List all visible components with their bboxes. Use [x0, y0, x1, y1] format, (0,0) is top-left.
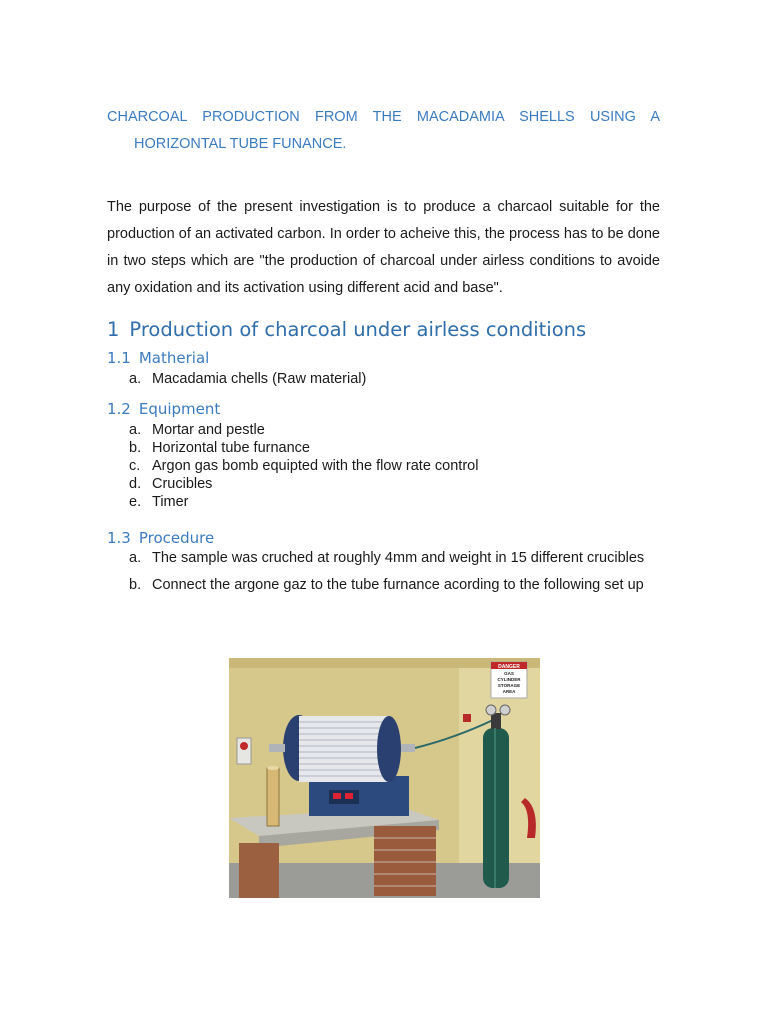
intro-paragraph: The purpose of the present investigation is to produce a charcaol suitable for the production of an activated carbon. In order to acheive this, the process has to be done in two steps which are "the production of charcoal under airless conditions to avoide any oxidation and its activation using different acid and base". — [107, 199, 660, 296]
section-1-3-number: 1.3 — [107, 529, 131, 547]
section-1-1-number: 1.1 — [107, 349, 131, 367]
section-1-title: Production of charcoal under airless conditions — [129, 318, 587, 341]
list-item — [129, 421, 660, 439]
list-item-text: Crucibles — [152, 476, 213, 492]
list-item-text: Connect the argone gaz to the tube furnance acording to the following set up — [152, 577, 644, 593]
wall-socket — [237, 738, 251, 764]
list-item — [129, 572, 660, 599]
glass-holder — [267, 768, 279, 826]
material-list — [129, 370, 660, 388]
list-item — [129, 493, 660, 511]
section-1-3-title: Procedure — [138, 529, 215, 547]
list-marker: b. — [129, 440, 142, 456]
list-item — [129, 475, 660, 493]
document-title-line1: CHARCOAL PRODUCTION FROM THE MACADAMIA SHELLS USING A — [107, 109, 660, 125]
furnace-setup-photo — [229, 658, 540, 898]
section-1-heading — [107, 318, 586, 341]
section-1-2-number: 1.2 — [107, 400, 131, 418]
furnace-coil — [299, 716, 389, 782]
document-title-line2: HORIZONTAL TUBE FUNANCE. — [134, 136, 347, 152]
sign-text-2: GAS — [504, 671, 514, 676]
list-item — [129, 370, 660, 388]
list-item — [129, 457, 660, 475]
list-item-text: Macadamia chells (Raw material) — [152, 371, 367, 387]
list-marker: e. — [129, 494, 142, 510]
list-item — [129, 439, 660, 457]
list-marker: c. — [129, 458, 141, 474]
list-item-text: Argon gas bomb equipted with the flow rate control — [152, 458, 479, 474]
sign-text-1: DANGER — [498, 664, 520, 670]
sign-text-5: AREA — [502, 689, 516, 694]
equipment-list — [129, 421, 660, 511]
list-marker: a. — [129, 371, 142, 387]
section-1-2-title: Equipment — [138, 400, 221, 418]
list-item-text: Horizontal tube furnance — [152, 440, 310, 456]
list-item — [129, 545, 660, 572]
list-item-text: Mortar and pestle — [152, 422, 265, 438]
list-item-text: Timer — [152, 494, 189, 510]
list-marker: b. — [129, 577, 142, 593]
section-1-2-heading — [107, 400, 220, 418]
list-marker: a. — [129, 550, 142, 566]
section-1-1-heading — [107, 349, 209, 367]
list-item-text: The sample was cruched at roughly 4mm and weight in 15 different crucibles — [152, 550, 645, 566]
procedure-list — [129, 545, 660, 599]
section-1-1-title: Matherial — [138, 349, 210, 367]
sign-text-3: CYLINDER — [497, 677, 521, 682]
list-marker: d. — [129, 476, 142, 492]
section-1-number: 1 — [107, 318, 120, 341]
sign-text-4: STORAGE — [497, 683, 521, 688]
list-marker: a. — [129, 422, 142, 438]
